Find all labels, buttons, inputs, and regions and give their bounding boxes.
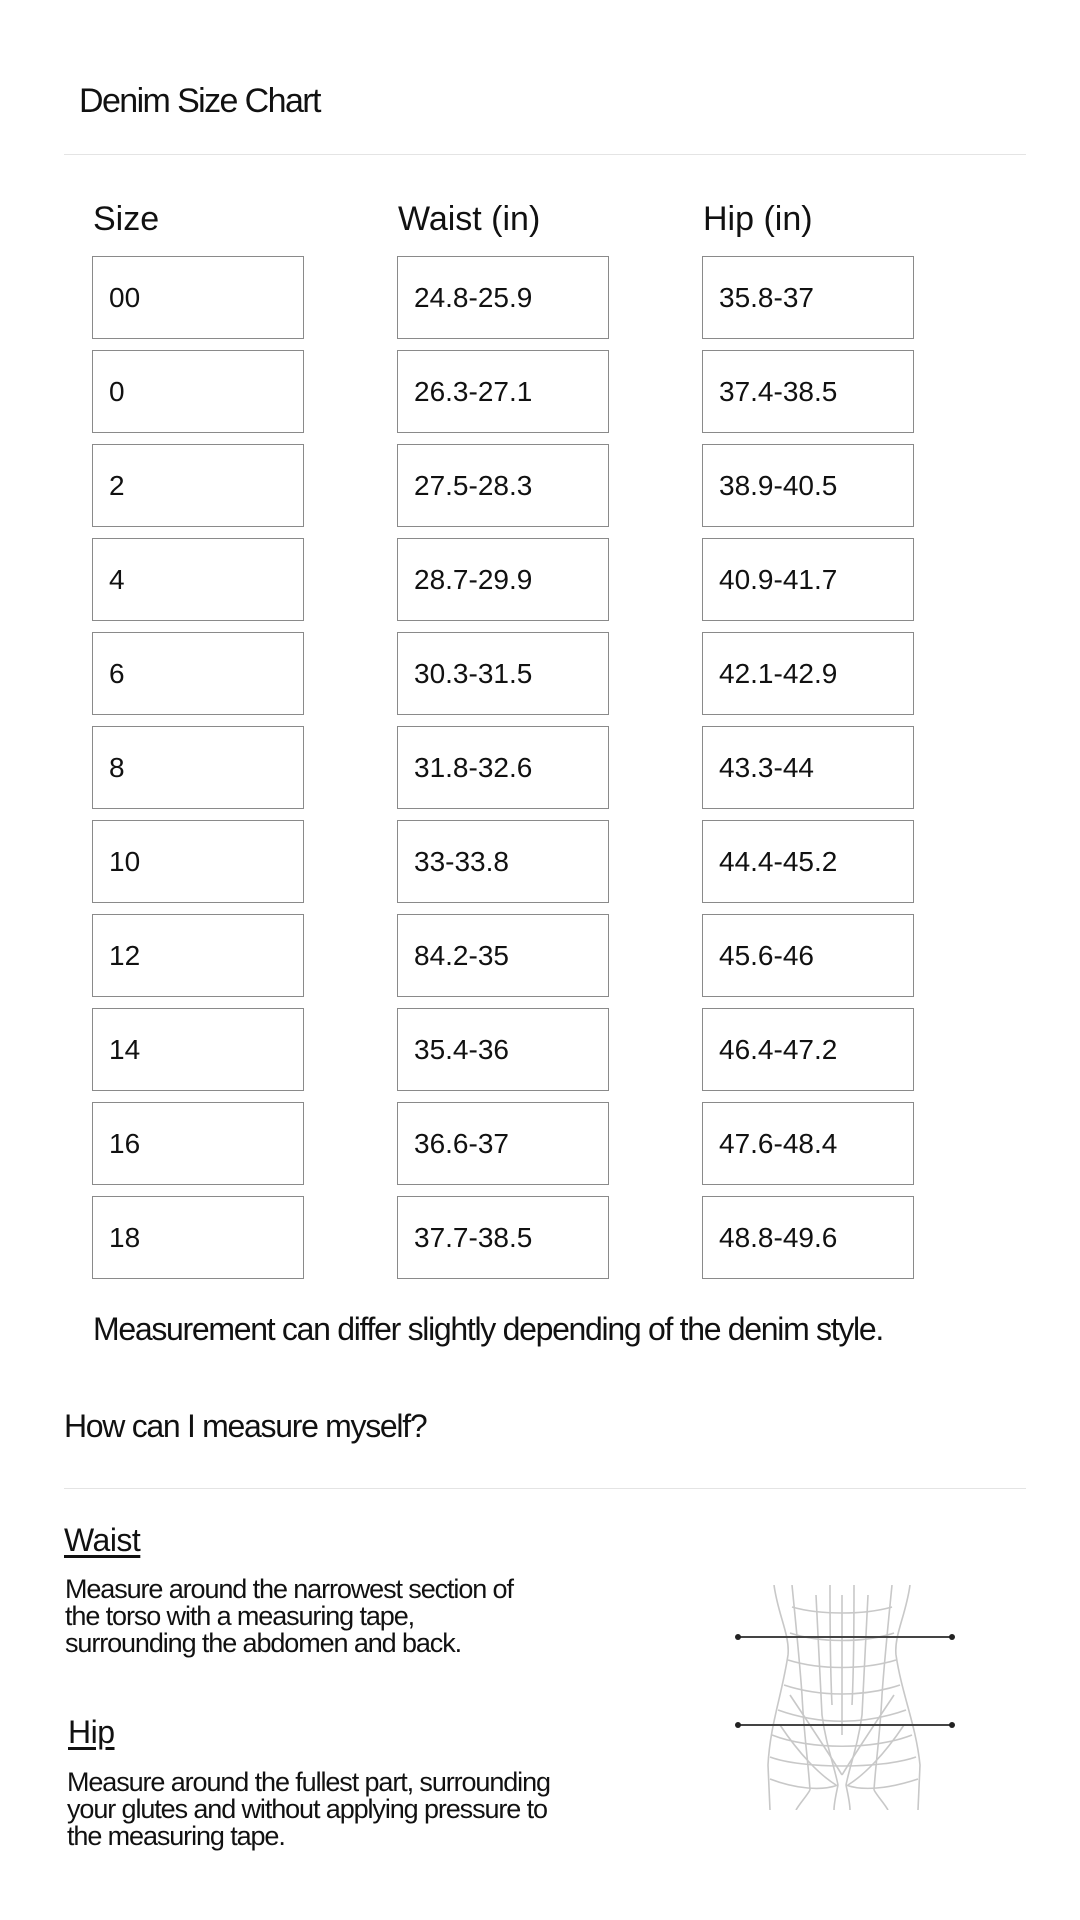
hip-instructions: Measure around the fullest part, surrounding your glutes and without applying pressure to the measuring tape. xyxy=(67,1767,550,1851)
hip-cell: 43.3-44 xyxy=(702,726,914,809)
column-header-waist: Waist (in) xyxy=(398,200,541,238)
size-cell: 2 xyxy=(92,444,304,527)
size-cell: 14 xyxy=(92,1008,304,1091)
hip-cell: 37.4-38.5 xyxy=(702,350,914,433)
column-header-size: Size xyxy=(93,200,160,238)
waist-cell: 37.7-38.5 xyxy=(397,1196,609,1279)
hip-heading: Hip xyxy=(68,1714,115,1750)
hip-cell: 45.6-46 xyxy=(702,914,914,997)
size-cell: 8 xyxy=(92,726,304,809)
column-header-hip: Hip (in) xyxy=(703,200,813,238)
waist-cell: 30.3-31.5 xyxy=(397,632,609,715)
size-cell: 12 xyxy=(92,914,304,997)
size-cell: 4 xyxy=(92,538,304,621)
hip-cell: 44.4-45.2 xyxy=(702,820,914,903)
section-divider xyxy=(64,1488,1026,1489)
size-cell: 0 xyxy=(92,350,304,433)
waist-cell: 36.6-37 xyxy=(397,1102,609,1185)
waist-cell: 24.8-25.9 xyxy=(397,256,609,339)
measurement-note: Measurement can differ slightly depending of the denim style. xyxy=(93,1311,883,1347)
title-divider xyxy=(64,154,1026,155)
size-cell: 00 xyxy=(92,256,304,339)
waist-cell: 27.5-28.3 xyxy=(397,444,609,527)
waist-cell: 31.8-32.6 xyxy=(397,726,609,809)
page-title: Denim Size Chart xyxy=(79,82,320,120)
waist-cell: 84.2-35 xyxy=(397,914,609,997)
how-to-measure-heading: How can I measure myself? xyxy=(64,1408,427,1444)
waist-cell: 33-33.8 xyxy=(397,820,609,903)
size-cell: 10 xyxy=(92,820,304,903)
hip-cell: 38.9-40.5 xyxy=(702,444,914,527)
waist-cell: 35.4-36 xyxy=(397,1008,609,1091)
size-cell: 18 xyxy=(92,1196,304,1279)
hip-cell: 46.4-47.2 xyxy=(702,1008,914,1091)
waist-heading: Waist xyxy=(64,1522,141,1558)
waist-cell: 28.7-29.9 xyxy=(397,538,609,621)
hip-cell: 35.8-37 xyxy=(702,256,914,339)
hip-cell: 48.8-49.6 xyxy=(702,1196,914,1279)
size-cell: 16 xyxy=(92,1102,304,1185)
size-cell: 6 xyxy=(92,632,304,715)
waist-instructions: Measure around the narrowest section of the torso with a measuring tape, surrounding the abdomen and back. xyxy=(65,1574,513,1658)
waist-cell: 26.3-27.1 xyxy=(397,350,609,433)
hip-cell: 40.9-41.7 xyxy=(702,538,914,621)
hip-cell: 47.6-48.4 xyxy=(702,1102,914,1185)
body-measurement-diagram-icon xyxy=(730,1585,960,1810)
hip-cell: 42.1-42.9 xyxy=(702,632,914,715)
